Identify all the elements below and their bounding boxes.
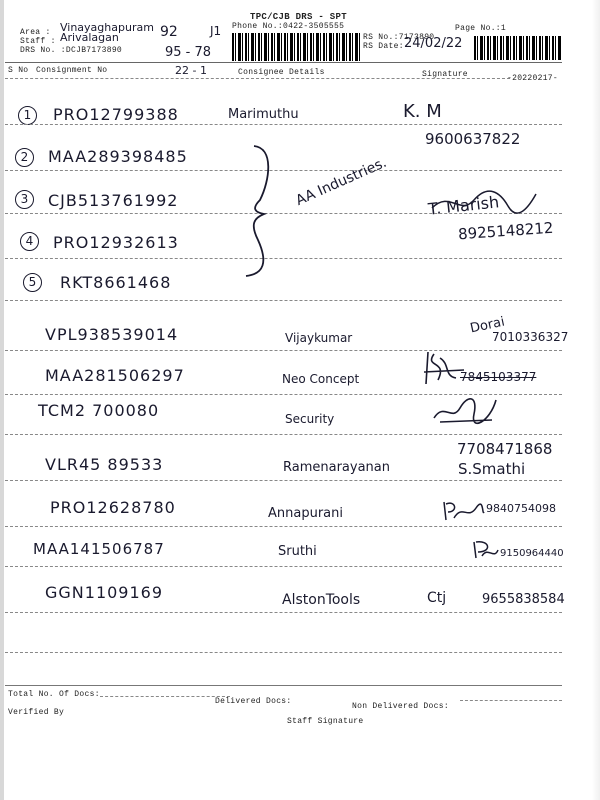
signature-phone: 9840754098 [486, 502, 556, 515]
signature-phone: 9655838584 [482, 592, 565, 607]
non-delivered-docs-label: Non Delivered Docs: [352, 702, 449, 711]
rs-number: RS No.:7173890 [363, 33, 435, 42]
verified-by-label: Verified By [8, 708, 65, 717]
consignee-name: AlstonTools [282, 592, 361, 608]
header-dash-line [5, 78, 510, 79]
signature-text: S.Smathi [458, 460, 526, 478]
area-label: Area : [20, 28, 51, 37]
row-separator [5, 480, 562, 481]
phone-number: Phone No.:0422-3505555 [232, 22, 345, 31]
signature-text: Ctj [427, 590, 447, 606]
signature-text: K. M [403, 101, 442, 122]
barcode-image [232, 33, 360, 61]
staff-label: Staff : [20, 37, 56, 46]
column-sno: S No [8, 66, 29, 75]
row-number-circle: 5 [23, 273, 42, 292]
signature-phone: 7010336327 [492, 330, 569, 344]
consignment-number: PRO12628780 [50, 498, 176, 517]
signature-text: T. Marish [427, 192, 500, 219]
bracket-mark [240, 140, 290, 280]
consignee-name: AA Industries. [293, 154, 390, 209]
column-consignee: Consignee Details [238, 68, 325, 77]
signature-phone: 7708471868 [457, 440, 553, 458]
consignment-number: GGN1109169 [45, 583, 164, 602]
row-separator [5, 652, 562, 653]
row-separator [5, 124, 562, 125]
consignment-number: PRO12799388 [53, 105, 179, 124]
consignment-number: MAA141506787 [33, 540, 165, 558]
rs-date-value: 24/02/22 [404, 36, 463, 51]
row-separator [5, 434, 562, 435]
footer-dash-line [100, 696, 230, 697]
header-divider [5, 62, 562, 63]
consignment-number: MAA289398485 [48, 147, 188, 166]
note-92: 92 [160, 24, 178, 40]
row-separator [5, 526, 562, 527]
signature-text: Dorai [468, 314, 507, 337]
document-title: TPC/CJB DRS - SPT [250, 12, 347, 22]
row-separator [5, 300, 562, 301]
note-95-78: 95 - 78 [165, 45, 212, 60]
row-separator [5, 612, 562, 613]
rs-date-label: RS Date: [363, 42, 404, 51]
footer-dash-line [460, 700, 562, 701]
consignment-number: PRO12932613 [53, 233, 179, 252]
drs-number: DRS No. :DCJB7173890 [20, 46, 123, 55]
doc-reference: -20220217- [507, 74, 559, 83]
consignee-name: Neo Concept [282, 372, 360, 386]
note-22-1: 22 - 1 [175, 64, 207, 77]
consignment-number: VPL938539014 [45, 325, 179, 344]
scan-edge-right [592, 0, 600, 800]
signature-phone: 9150964440 [500, 548, 564, 559]
column-signature: Signature [422, 70, 468, 79]
delivered-docs-label: Delivered Docs: [215, 697, 292, 706]
consignee-name: Sruthi [278, 544, 317, 559]
note-j1: J1 [210, 24, 222, 38]
signature-phone: 7845103377 [460, 370, 537, 384]
consignee-name: Vijaykumar [285, 331, 353, 345]
signature-scribble [430, 392, 500, 428]
page-number: Page No.:1 [455, 24, 507, 33]
row-separator [5, 350, 562, 351]
consignee-name: Marimuthu [228, 107, 299, 122]
signature-scribble [430, 188, 540, 218]
row-number-circle: 4 [20, 232, 39, 251]
row-number-circle: 3 [15, 190, 34, 209]
consignee-name: Security [285, 412, 335, 426]
scan-edge-left [0, 0, 4, 800]
signature-phone: 9600637822 [425, 130, 521, 148]
consignment-number: VLR45 89533 [45, 455, 164, 474]
barcode-image-right [474, 36, 562, 60]
row-number-circle: 2 [15, 148, 34, 167]
total-docs-label: Total No. Of Docs: [8, 690, 100, 699]
column-consignment: Consignment No [36, 66, 108, 75]
row-separator [5, 566, 562, 567]
consignee-name: Ramenarayanan [283, 460, 390, 475]
consignment-number: MAA281506297 [45, 366, 185, 385]
consignee-name: Annapurani [268, 506, 343, 521]
consignment-number: CJB513761992 [48, 191, 179, 210]
signature-phone: 8925148212 [457, 218, 554, 244]
consignment-number: RKT8661468 [60, 273, 172, 292]
staff-signature-label: Staff Signature [287, 717, 364, 726]
area-value: Vinayaghapuram [60, 21, 154, 34]
signature-scribble [440, 498, 486, 524]
footer-divider [5, 685, 562, 686]
signature-scribble [470, 538, 500, 562]
row-number-circle: 1 [18, 106, 37, 125]
consignment-number: TCM2 700080 [38, 401, 160, 420]
staff-value: Arivalagan [60, 31, 119, 44]
